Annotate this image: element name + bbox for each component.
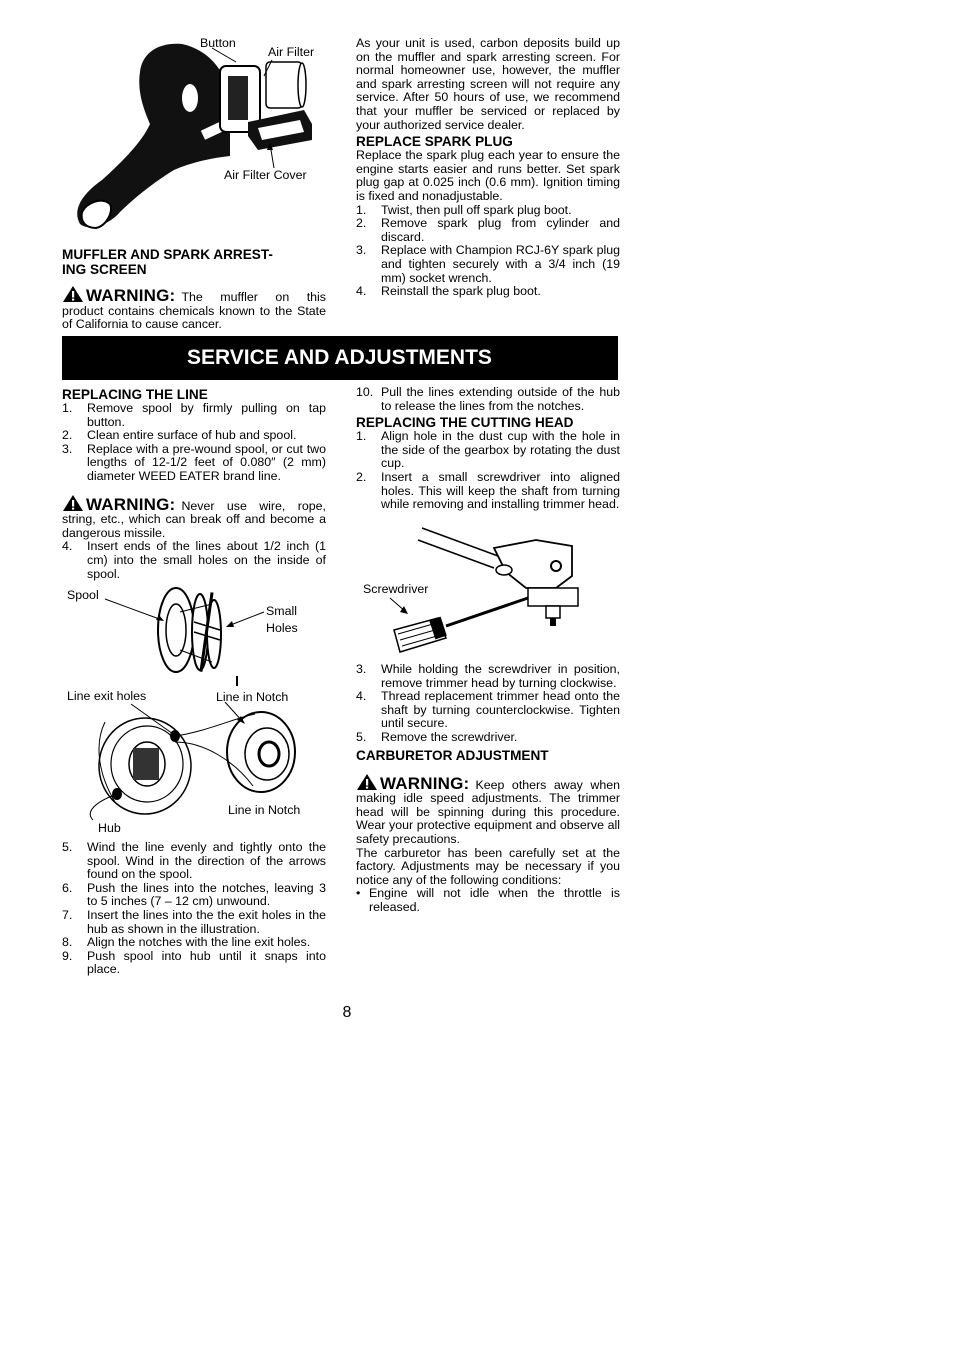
muffler-heading-line1: MUFFLER AND SPARK ARREST- — [62, 247, 273, 262]
step-number: 3. — [356, 662, 367, 676]
spark-plug-heading: REPLACE SPARK PLUG — [356, 134, 513, 150]
button-label: Button — [200, 36, 236, 50]
step-item — [62, 540, 326, 581]
air-filter-figure — [62, 32, 326, 232]
muffler-warning — [62, 285, 326, 332]
step-text: Align hole in the dust cup with the hole in the side of the gearbox by rotating the dust cup. — [381, 429, 620, 471]
step-text: Align the notches with the line exit holes. — [87, 935, 311, 950]
step-item — [356, 204, 620, 218]
step-number: 10. — [356, 385, 374, 399]
step-item — [356, 471, 620, 512]
page-number: 8 — [342, 1004, 352, 1021]
step-number: 1. — [356, 202, 367, 217]
step-number: 3. — [62, 441, 73, 456]
step-text: Reinstall the spark plug boot. — [381, 284, 541, 299]
line-in-notch-top-label: Line in Notch — [216, 690, 289, 704]
step-item — [62, 443, 326, 484]
bullet-mark: • — [356, 886, 361, 901]
step-text: Push the lines into the notches, leaving 3 to 5 inches (7 – 12 cm) unwound. — [87, 880, 326, 909]
step-number: 1. — [356, 429, 367, 444]
spark-plug-steps — [356, 204, 620, 299]
step-item — [356, 285, 620, 299]
replacing-line-steps-c-wrap — [62, 841, 326, 977]
step-number: 3. — [356, 243, 367, 258]
carb-warning-label: WARNING: — [380, 773, 470, 793]
step-text: Remove the screwdriver. — [381, 729, 518, 744]
carb-bullets — [356, 887, 620, 914]
replacing-line-steps-a — [62, 402, 326, 484]
step-text: Pull the lines extending outside of the hub to release the lines from the notches. — [381, 385, 620, 413]
gearbox-screwdriver-illustration — [386, 526, 586, 656]
small-holes-arrow — [222, 608, 266, 630]
muffler-warning-text: The muffler on this product contains chemicals known to the State of California to cause cancer. — [62, 290, 326, 332]
step-text: Twist, then pull off spark plug boot. — [381, 202, 572, 217]
step-text: Push spool into hub until it snaps into place. — [87, 948, 326, 977]
step-text: Insert ends of the lines about 1/2 inch (1 cm) into the small holes on the inside of spool. — [87, 539, 326, 581]
replacing-line-steps-c — [62, 841, 326, 977]
carburetor-heading: CARBURETOR ADJUSTMENT — [356, 747, 549, 763]
step-text: Remove spool by firmly pulling on tap button. — [87, 401, 326, 429]
air-filter-cover-label: Air Filter Cover — [224, 168, 307, 182]
line-warning-text: Never use wire, rope, string, etc., which can break off and become a dangerous missile. — [62, 498, 326, 540]
step-item — [356, 663, 620, 690]
carb-warning-text: Keep others away when making idle speed adjustments. The trimmer head will be spinning during this procedure. Wear your protective equipment and observe all safety precautions. — [356, 777, 620, 846]
holes-label: Holes — [266, 621, 298, 635]
bullet-item — [356, 887, 620, 914]
figure-divider-mark — [236, 676, 238, 686]
replacing-line-steps-b — [62, 540, 326, 581]
step-text: While holding the screwdriver in position, remove trimmer head by turning clockwise. — [381, 662, 620, 690]
carb-warning — [356, 773, 620, 847]
small-label: Small — [266, 604, 297, 618]
step-number: 1. — [62, 401, 73, 415]
line-in-notch-bottom-label: Line in Notch — [228, 803, 301, 817]
step-item — [356, 731, 620, 745]
muffler-section — [62, 247, 326, 332]
banner-title: SERVICE AND ADJUSTMENTS — [187, 346, 492, 369]
step-text: Replace with a pre-wound spool, or cut two lengths of 12-1/2 feet of 0.080″ (2 mm) diameter WEED EATER brand line. — [87, 441, 326, 483]
line-exit-holes-label: Line exit holes — [67, 689, 147, 703]
line-warning — [62, 494, 326, 541]
step-item — [62, 936, 326, 950]
step-number: 5. — [356, 729, 367, 744]
step-item — [62, 950, 326, 977]
spark-plug-intro: Replace the spark plug each year to ensure the engine starts easier and runs better. Set spark plug gap at 0.025 inch (0.6 mm). Ignition timing is fixed and nonadjustable. — [356, 148, 620, 203]
warning-icon — [62, 494, 84, 512]
step-item — [62, 402, 326, 429]
step-item — [62, 909, 326, 936]
step-item — [356, 217, 620, 244]
right-column-top — [356, 37, 620, 299]
step-item — [62, 882, 326, 909]
step-text: Thread replacement trimmer head onto the shaft by turning counterclockwise. Tighten until secure. — [381, 689, 620, 731]
screwdriver-figure — [386, 526, 586, 656]
cutting-head-heading: REPLACING THE CUTTING HEAD — [356, 415, 574, 431]
section-banner — [62, 336, 618, 380]
warning-icon — [62, 285, 84, 303]
step-number: 4. — [62, 539, 73, 554]
step-number: 8. — [62, 935, 73, 950]
carbon-paragraph: As your unit is used, carbon deposits build up on the muffler and spark arresting screen. For normal homeowner use, however, the muffler and spark arresting screen will not require any service. After 50 hours of use, we recommend that your muffler be serviced or replaced by your authorized service dealer. — [356, 36, 620, 132]
muffler-heading-line2: ING SCREEN — [62, 262, 147, 277]
hub-label: Hub — [98, 821, 121, 835]
step-number: 9. — [62, 948, 73, 963]
step-text: Replace with Champion RCJ-6Y spark plug and tighten securely with a 3/4 inch (19 mm) socket wrench. — [381, 243, 620, 285]
trimmer-engine-illustration — [62, 32, 326, 232]
bullet-text: Engine will not idle when the throttle is released. — [369, 886, 620, 914]
cutting-head-steps-b — [356, 663, 620, 745]
step-number: 2. — [356, 216, 367, 231]
step-number: 5. — [62, 840, 73, 854]
step-item — [356, 244, 620, 285]
line-warning-label: WARNING: — [86, 494, 176, 514]
step-item — [62, 841, 326, 882]
step-number: 7. — [62, 907, 73, 922]
step-text: Wind the line evenly and tightly onto the spool. Wind in the direction of the arrows found on the spool. — [87, 840, 326, 882]
step-text: Insert the lines into the the exit holes in the hub as shown in the illustration. — [87, 907, 326, 936]
right-column-lower — [356, 663, 620, 915]
spool-arrow — [100, 596, 170, 626]
step-10 — [356, 386, 620, 413]
muffler-warning-label: WARNING: — [86, 286, 176, 305]
screwdriver-label: Screwdriver — [363, 582, 429, 596]
step-number: 2. — [62, 428, 73, 443]
step-item — [356, 690, 620, 731]
air-filter-label: Air Filter — [268, 45, 315, 59]
step-text: Insert a small screwdriver into aligned holes. This will keep the shaft from turning while removing and installing trimmer head. — [381, 469, 620, 512]
cutting-head-steps-a — [356, 430, 620, 512]
warning-icon — [356, 773, 378, 791]
carb-paragraph: The carburetor has been carefully set at the factory. Adjustments may be necessary if you notice any of the following conditions: — [356, 845, 620, 887]
replacing-line-section — [62, 387, 326, 581]
step-text: Clean entire surface of hub and spool. — [87, 428, 297, 443]
replacing-line-heading: REPLACING THE LINE — [62, 387, 208, 402]
step-number: 4. — [356, 689, 367, 704]
step-item — [356, 386, 620, 413]
right-column-body — [356, 386, 620, 512]
step-number: 4. — [356, 284, 367, 299]
step-number: 6. — [62, 880, 73, 895]
step-text: Remove spark plug from cylinder and discard. — [381, 216, 620, 244]
step-number: 2. — [356, 469, 367, 484]
step-item — [62, 429, 326, 443]
step-item — [356, 430, 620, 471]
spool-label: Spool — [67, 588, 99, 602]
